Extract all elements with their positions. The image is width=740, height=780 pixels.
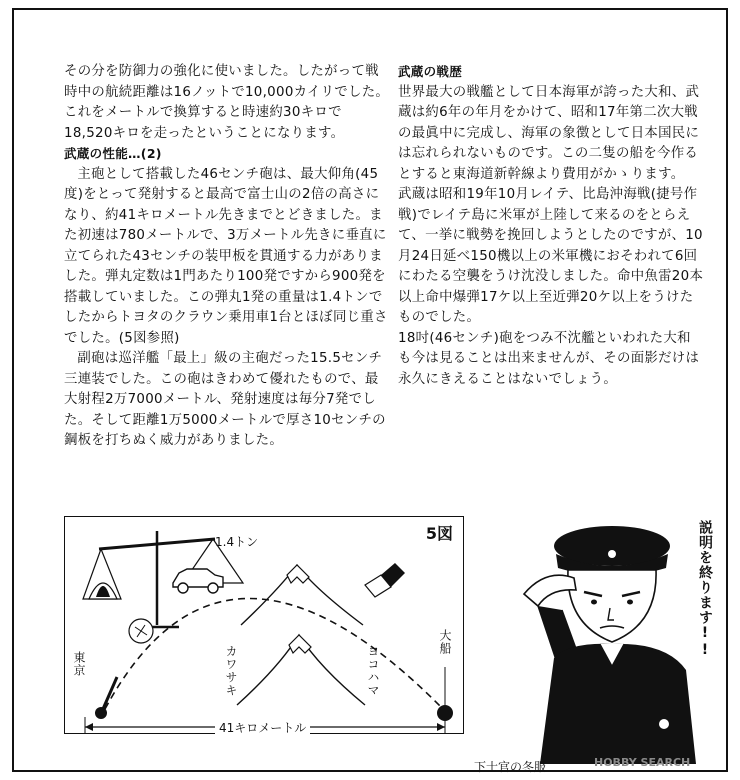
left-paragraph-1: その分を防御力の強化に使いました。したがって戦時中の航続距離は16ノットで10,000カイリでした。これをメートルで換算すると時速約30キロで18,520キロを走ったということになります。 xyxy=(64,64,390,141)
left-paragraph-3: 副砲は巡洋艦「最上」級の主砲だった15.5センチ三連装でした。この砲はきわめて優れたもので、最大射程2万7000メートル、発射速度は毎分7発でした。そして距離1万5000メートルで厚さ10センチの鋼板を打ちぬく威力がありました。 xyxy=(64,351,386,448)
label-ofuna: 大船 xyxy=(438,629,452,655)
car-icon xyxy=(173,569,223,593)
left-paragraph-2: 主砲として搭載した46センチ砲は、最大仰角(45度)をとって発射すると最高で富士山の2倍の高さになり、約41キロメートル先きまでとどきました。また初速は780メートルで、3万メートル先きに垂直に立てられた43センチの装甲板を貫通する力がありました。弾丸定数は1門あたり100発ですから900発を搭載していました。この弾丸1発の重量は1.4トンでしたからトヨタのクラウン乗用車1台とほぼ同じ重さでした。(5図参照) xyxy=(64,166,388,346)
sailor-caption: 下士官の冬服 xyxy=(474,760,547,774)
weight-label: 1.4トン xyxy=(215,535,259,549)
label-kawasaki: カワサキ xyxy=(224,645,238,697)
watermark-logo: HOBBY SEARCH xyxy=(594,756,691,769)
shell-icon xyxy=(365,563,405,597)
speech-text: 説明を終ります!! xyxy=(697,520,713,659)
section-heading-performance: 武蔵の性能…(2) xyxy=(64,146,162,161)
figure-5-diagram xyxy=(64,516,464,734)
label-tokyo: 東京 xyxy=(72,651,86,677)
section-heading-history: 武蔵の戦歴 xyxy=(398,64,463,79)
saluting-sailor-illustration xyxy=(516,520,726,764)
figure-illustration xyxy=(65,517,465,735)
right-paragraph-2: 武蔵は昭和19年10月レイテ、比島沖海戦(捷号作戦)でレイテ島に米軍が上陸して来るのをとらえて、一挙に戦勢を挽回しようとしたのですが、10月24日延べ150機以上の米軍機におそわれて6回にわたる空襲をうけ沈没しました。命中魚雷20本以上命中爆弾17ケ以上至近弾20ケ以上をうけたものでした。 xyxy=(398,187,704,325)
right-text-column xyxy=(398,62,704,390)
right-paragraph-3: 18吋(46センチ)砲をつみ不沈艦といわれた大和も今は見ることは出来ませんが、その面影だけは永久にきえることはないでしょう。 xyxy=(398,330,700,387)
right-paragraph-1: 世界最大の戦艦として日本海軍が誇った大和、武蔵は約6年の年月をかけて、昭和17年第二次大戦の最眞中に完成し、海軍の象徴として日本国民には忘れられないものです。この二隻の船を今作るとすると東海道新幹線より費用がかゝります。 xyxy=(398,84,700,182)
label-yokohama: ヨコハマ xyxy=(366,645,380,697)
left-text-column xyxy=(64,62,390,452)
distance-label: 41キロメートル xyxy=(215,719,310,736)
figure-label: 5図 xyxy=(425,524,453,543)
